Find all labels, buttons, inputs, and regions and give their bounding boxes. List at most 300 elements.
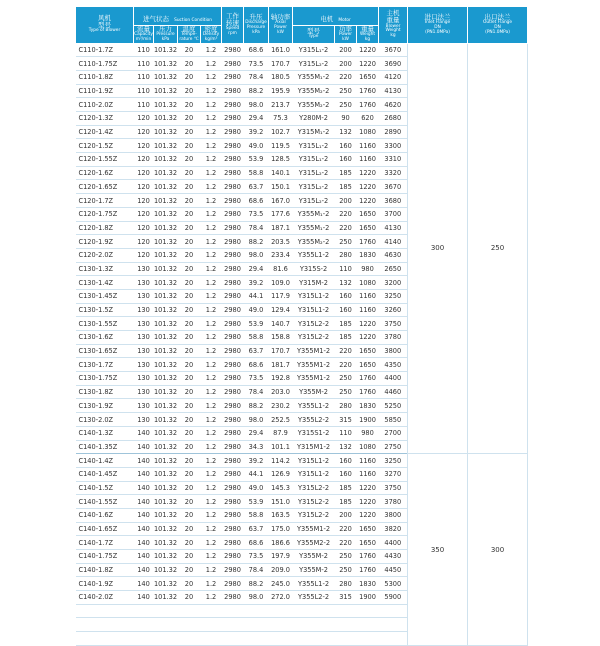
cell-blower-weight: 3300: [379, 139, 408, 153]
cell-axial-power: 119.5: [269, 139, 293, 153]
table-body: [76, 43, 528, 645]
cell-capacity: 130: [134, 399, 154, 413]
cell-discharge-pressure: 98.0: [244, 98, 269, 112]
cell-motor-weight: 1080: [357, 276, 379, 290]
cell-blower-type: C130-1.3Z: [76, 262, 134, 276]
blower-spec-table: [75, 6, 528, 646]
cell-capacity: 110: [134, 43, 154, 57]
cell-motor-weight: 1220: [357, 481, 379, 495]
cell-discharge-pressure: [244, 618, 269, 632]
cell-temperature: 20: [178, 577, 201, 591]
cell-blower-type: C130-2.0Z: [76, 413, 134, 427]
cell-temperature: 20: [178, 112, 201, 126]
cell-motor-type: Y355L1-2: [293, 577, 335, 591]
cell-motor-weight: 1220: [357, 495, 379, 509]
header-mpower-cn: 功率: [339, 24, 353, 33]
cell-pressure: 101.32: [154, 550, 178, 564]
cell-blower-type: C140-1.55Z: [76, 495, 134, 509]
cell-discharge-pressure: 88.2: [244, 84, 269, 98]
cell-capacity: [134, 618, 154, 632]
cell-discharge-pressure: 73.5: [244, 207, 269, 221]
cell-capacity: 110: [134, 70, 154, 84]
cell-capacity: [134, 632, 154, 646]
cell-speed: 2980: [222, 413, 244, 427]
cell-capacity: 130: [134, 358, 154, 372]
cell-pressure: 101.32: [154, 166, 178, 180]
header-density-cn: 密度: [204, 24, 218, 33]
cell-axial-power: 272.0: [269, 591, 293, 605]
cell-pressure: 101.32: [154, 426, 178, 440]
cell-blower-type: C120-1.7Z: [76, 194, 134, 208]
cell-pressure: 101.32: [154, 139, 178, 153]
cell-motor-power: 250: [335, 550, 357, 564]
header-main-unit: kg: [390, 33, 396, 39]
header-motor-weight: [357, 25, 379, 43]
spec-table-wrapper: [75, 6, 527, 646]
cell-motor-type: Y315L1-2: [293, 289, 335, 303]
cell-discharge-pressure: 29.4: [244, 426, 269, 440]
cell-axial-power: 177.6: [269, 207, 293, 221]
cell-discharge-pressure: 78.4: [244, 70, 269, 84]
cell-motor-power: [335, 618, 357, 632]
cell-blower-weight: 4620: [379, 98, 408, 112]
cell-motor-weight: 1220: [357, 331, 379, 345]
cell-outlet-flange: 250: [468, 43, 528, 454]
cell-temperature: 20: [178, 84, 201, 98]
cell-capacity: 140: [134, 440, 154, 454]
table-row: [76, 454, 528, 468]
cell-density: 1.2: [201, 43, 222, 57]
cell-motor-weight: 1220: [357, 317, 379, 331]
cell-discharge-pressure: 29.4: [244, 112, 269, 126]
cell-capacity: 130: [134, 317, 154, 331]
cell-axial-power: [269, 618, 293, 632]
cell-capacity: 120: [134, 235, 154, 249]
cell-blower-type: C120-1.4Z: [76, 125, 134, 139]
cell-pressure: 101.32: [154, 57, 178, 71]
cell-density: 1.2: [201, 577, 222, 591]
cell-pressure: 101.32: [154, 70, 178, 84]
header-inlet-en: Inlet Flange: [424, 19, 451, 25]
cell-motor-type: Y355M₁-2: [293, 70, 335, 84]
cell-capacity: 140: [134, 591, 154, 605]
cell-motor-power: 220: [335, 70, 357, 84]
header-capacity-en: Capacity: [134, 31, 153, 37]
cell-discharge-pressure: 29.4: [244, 262, 269, 276]
cell-blower-type: C130-1.7Z: [76, 358, 134, 372]
cell-temperature: 20: [178, 467, 201, 481]
cell-motor-weight: 1650: [357, 207, 379, 221]
cell-blower-type: C120-1.75Z: [76, 207, 134, 221]
cell-temperature: 20: [178, 235, 201, 249]
cell-motor-type: Y280M-2: [293, 112, 335, 126]
cell-axial-power: 81.6: [269, 262, 293, 276]
cell-blower-type: C130-1.5Z: [76, 303, 134, 317]
header-outlet-flange: [468, 7, 528, 44]
cell-axial-power: 101.1: [269, 440, 293, 454]
cell-axial-power: [269, 632, 293, 646]
cell-capacity: 140: [134, 563, 154, 577]
cell-motor-type: Y355M₂-2: [293, 235, 335, 249]
cell-temperature: 20: [178, 399, 201, 413]
cell-motor-power: 160: [335, 467, 357, 481]
cell-density: 1.2: [201, 276, 222, 290]
cell-pressure: 101.32: [154, 358, 178, 372]
cell-axial-power: 195.9: [269, 84, 293, 98]
cell-discharge-pressure: 63.7: [244, 522, 269, 536]
cell-blower-weight: 3780: [379, 495, 408, 509]
cell-temperature: 20: [178, 248, 201, 262]
cell-motor-type: [293, 604, 335, 618]
cell-blower-type: C130-1.45Z: [76, 289, 134, 303]
cell-axial-power: 161.0: [269, 43, 293, 57]
cell-motor-type: Y315M1-2: [293, 440, 335, 454]
cell-density: 1.2: [201, 426, 222, 440]
cell-pressure: 101.32: [154, 98, 178, 112]
cell-motor-power: 110: [335, 262, 357, 276]
cell-speed: 2980: [222, 399, 244, 413]
cell-pressure: 101.32: [154, 235, 178, 249]
cell-capacity: 120: [134, 125, 154, 139]
cell-motor-type: Y315L₂-2: [293, 166, 335, 180]
header-main-cn2: 重量: [386, 16, 400, 25]
cell-speed: 2980: [222, 153, 244, 167]
cell-motor-power: 185: [335, 180, 357, 194]
cell-axial-power: 87.9: [269, 426, 293, 440]
cell-motor-weight: [357, 604, 379, 618]
header-inlet-en3: (PN1.0MPa): [425, 29, 450, 35]
cell-density: 1.2: [201, 591, 222, 605]
cell-discharge-pressure: 34.3: [244, 440, 269, 454]
cell-speed: 2980: [222, 180, 244, 194]
cell-motor-weight: 1650: [357, 221, 379, 235]
cell-temperature: 20: [178, 454, 201, 468]
cell-speed: 2980: [222, 70, 244, 84]
cell-motor-power: 250: [335, 98, 357, 112]
cell-density: 1.2: [201, 536, 222, 550]
cell-motor-power: 220: [335, 221, 357, 235]
cell-density: 1.2: [201, 550, 222, 564]
cell-discharge-pressure: 63.7: [244, 344, 269, 358]
header-temp: [178, 25, 201, 43]
cell-discharge-pressure: 73.5: [244, 550, 269, 564]
cell-motor-type: Y355M₁-2: [293, 207, 335, 221]
cell-temperature: 20: [178, 344, 201, 358]
cell-speed: 2980: [222, 289, 244, 303]
cell-motor-weight: 1650: [357, 358, 379, 372]
cell-pressure: 101.32: [154, 536, 178, 550]
cell-axial-power: 170.7: [269, 57, 293, 71]
cell-blower-type: C140-1.65Z: [76, 522, 134, 536]
cell-density: 1.2: [201, 467, 222, 481]
cell-motor-weight: 1160: [357, 289, 379, 303]
cell-discharge-pressure: 73.5: [244, 57, 269, 71]
cell-density: 1.2: [201, 440, 222, 454]
cell-blower-weight: 3800: [379, 344, 408, 358]
cell-motor-power: 280: [335, 399, 357, 413]
cell-motor-power: 160: [335, 289, 357, 303]
cell-temperature: 20: [178, 372, 201, 386]
cell-motor-weight: 1760: [357, 84, 379, 98]
cell-axial-power: 245.0: [269, 577, 293, 591]
cell-blower-weight: 3670: [379, 180, 408, 194]
cell-density: 1.2: [201, 495, 222, 509]
cell-speed: 2980: [222, 495, 244, 509]
header-speed-cn: 工作: [226, 11, 240, 20]
cell-motor-power: 185: [335, 481, 357, 495]
cell-axial-power: 186.6: [269, 536, 293, 550]
cell-motor-type: Y315L1-2: [293, 303, 335, 317]
cell-motor-weight: 1160: [357, 303, 379, 317]
cell-axial-power: 109.0: [269, 276, 293, 290]
cell-motor-weight: 980: [357, 262, 379, 276]
cell-blower-weight: [379, 604, 408, 618]
cell-temperature: 20: [178, 194, 201, 208]
cell-motor-type: Y355M-2: [293, 385, 335, 399]
cell-discharge-pressure: 39.2: [244, 276, 269, 290]
cell-capacity: 140: [134, 495, 154, 509]
cell-blower-weight: 3260: [379, 303, 408, 317]
cell-discharge-pressure: 58.8: [244, 166, 269, 180]
cell-motor-weight: 1160: [357, 467, 379, 481]
table-row: [76, 43, 528, 57]
cell-capacity: 140: [134, 426, 154, 440]
cell-motor-type: Y355M-2: [293, 563, 335, 577]
cell-capacity: 110: [134, 57, 154, 71]
cell-motor-power: 220: [335, 207, 357, 221]
cell-motor-power: 220: [335, 522, 357, 536]
cell-blower-weight: 3780: [379, 331, 408, 345]
cell-motor-power: 200: [335, 43, 357, 57]
cell-motor-power: 185: [335, 495, 357, 509]
cell-temperature: 20: [178, 207, 201, 221]
cell-blower-type: C140-1.5Z: [76, 481, 134, 495]
cell-motor-weight: 980: [357, 426, 379, 440]
cell-motor-weight: 1220: [357, 508, 379, 522]
cell-blower-weight: [379, 632, 408, 646]
header-inlet-flange: [408, 7, 468, 44]
header-axial: [269, 7, 293, 44]
cell-motor-weight: 1830: [357, 399, 379, 413]
cell-motor-power: 160: [335, 139, 357, 153]
cell-motor-weight: 1650: [357, 70, 379, 84]
cell-blower-weight: 3270: [379, 467, 408, 481]
cell-capacity: 140: [134, 467, 154, 481]
cell-temperature: 20: [178, 508, 201, 522]
cell-motor-power: 185: [335, 331, 357, 345]
cell-motor-weight: 1760: [357, 98, 379, 112]
cell-temperature: 20: [178, 317, 201, 331]
header-mweight-unit: kg: [364, 36, 371, 42]
cell-pressure: 101.32: [154, 84, 178, 98]
cell-discharge-pressure: 49.0: [244, 139, 269, 153]
cell-motor-weight: 620: [357, 112, 379, 126]
cell-motor-weight: 1900: [357, 413, 379, 427]
cell-blower-weight: 3700: [379, 207, 408, 221]
header-density-unit: kg/m³: [204, 36, 218, 42]
header-pressure-cn: 压力: [159, 24, 172, 33]
cell-motor-power: 110: [335, 426, 357, 440]
cell-motor-power: 185: [335, 317, 357, 331]
cell-pressure: [154, 604, 178, 618]
cell-blower-type: C110-1.7Z: [76, 43, 134, 57]
cell-inlet-flange: 300: [408, 43, 468, 454]
cell-density: 1.2: [201, 289, 222, 303]
cell-speed: 2980: [222, 84, 244, 98]
cell-blower-type: C130-1.4Z: [76, 276, 134, 290]
cell-discharge-pressure: 49.0: [244, 303, 269, 317]
cell-speed: 2980: [222, 481, 244, 495]
cell-motor-type: Y315L2-2: [293, 495, 335, 509]
cell-pressure: 101.32: [154, 303, 178, 317]
header-discharge-cn: 升压: [249, 12, 263, 21]
header-speed-en: Speed: [225, 26, 240, 31]
cell-speed: 2980: [222, 248, 244, 262]
cell-density: 1.2: [201, 331, 222, 345]
cell-pressure: 101.32: [154, 413, 178, 427]
cell-motor-weight: 1830: [357, 577, 379, 591]
cell-axial-power: 140.7: [269, 317, 293, 331]
cell-capacity: 110: [134, 98, 154, 112]
cell-motor-type: Y355L1-2: [293, 248, 335, 262]
cell-blower-weight: 3200: [379, 276, 408, 290]
header-axial-unit: kW: [277, 29, 284, 35]
cell-density: [201, 632, 222, 646]
cell-pressure: 101.32: [154, 454, 178, 468]
cell-axial-power: 192.8: [269, 372, 293, 386]
cell-blower-type: C110-1.75Z: [76, 57, 134, 71]
header-motor-power: [335, 25, 357, 43]
cell-blower-weight: 3820: [379, 522, 408, 536]
cell-motor-power: 185: [335, 166, 357, 180]
header-type: [76, 7, 134, 44]
cell-temperature: 20: [178, 426, 201, 440]
table-header: [76, 7, 528, 44]
cell-motor-type: Y315L1-2: [293, 467, 335, 481]
cell-temperature: 20: [178, 495, 201, 509]
header-axial-cn: 轴功率: [270, 12, 291, 21]
header-temp-cn: 温度: [182, 24, 196, 33]
cell-pressure: 101.32: [154, 467, 178, 481]
cell-motor-weight: 1760: [357, 563, 379, 577]
cell-axial-power: 197.9: [269, 550, 293, 564]
cell-discharge-pressure: 63.7: [244, 180, 269, 194]
cell-temperature: [178, 604, 201, 618]
cell-motor-type: Y355M₂-2: [293, 84, 335, 98]
cell-discharge-pressure: 53.9: [244, 317, 269, 331]
cell-density: 1.2: [201, 508, 222, 522]
cell-capacity: 140: [134, 550, 154, 564]
cell-motor-power: 220: [335, 344, 357, 358]
cell-temperature: 20: [178, 289, 201, 303]
cell-discharge-pressure: 68.6: [244, 43, 269, 57]
cell-motor-weight: 1160: [357, 153, 379, 167]
cell-temperature: 20: [178, 221, 201, 235]
cell-motor-weight: 1160: [357, 139, 379, 153]
cell-blower-weight: 3690: [379, 57, 408, 71]
cell-speed: 2980: [222, 194, 244, 208]
cell-axial-power: 209.0: [269, 563, 293, 577]
cell-density: 1.2: [201, 194, 222, 208]
cell-motor-type: [293, 618, 335, 632]
cell-motor-power: 250: [335, 563, 357, 577]
cell-blower-type: C110-1.8Z: [76, 70, 134, 84]
cell-discharge-pressure: 73.5: [244, 372, 269, 386]
cell-blower-weight: 4130: [379, 84, 408, 98]
cell-motor-weight: 1220: [357, 194, 379, 208]
cell-motor-weight: 1160: [357, 454, 379, 468]
cell-density: 1.2: [201, 372, 222, 386]
cell-capacity: 140: [134, 508, 154, 522]
cell-blower-weight: 4400: [379, 536, 408, 550]
cell-pressure: 101.32: [154, 522, 178, 536]
cell-pressure: 101.32: [154, 194, 178, 208]
cell-motor-type: Y315L₁-2: [293, 43, 335, 57]
cell-blower-type: C140-1.7Z: [76, 536, 134, 550]
cell-axial-power: 151.0: [269, 495, 293, 509]
cell-speed: 2980: [222, 426, 244, 440]
header-temp-en2: rature ℃: [179, 36, 199, 42]
cell-blower-weight: 5300: [379, 577, 408, 591]
cell-axial-power: 175.0: [269, 522, 293, 536]
cell-density: 1.2: [201, 522, 222, 536]
cell-speed: 2980: [222, 262, 244, 276]
cell-speed: 2980: [222, 536, 244, 550]
cell-blower-type: C140-1.75Z: [76, 550, 134, 564]
cell-speed: 2980: [222, 43, 244, 57]
cell-speed: [222, 632, 244, 646]
cell-pressure: 101.32: [154, 207, 178, 221]
header-suction-en: Suction Condition: [174, 18, 213, 23]
header-mpower-en: Power: [339, 31, 353, 37]
cell-motor-power: 315: [335, 413, 357, 427]
cell-motor-type: Y315L2-2: [293, 508, 335, 522]
cell-motor-type: Y355L2-2: [293, 591, 335, 605]
cell-axial-power: 114.2: [269, 454, 293, 468]
cell-discharge-pressure: 78.4: [244, 563, 269, 577]
cell-discharge-pressure: 53.9: [244, 495, 269, 509]
cell-motor-power: 280: [335, 248, 357, 262]
cell-capacity: 120: [134, 112, 154, 126]
cell-axial-power: 213.7: [269, 98, 293, 112]
cell-speed: 2980: [222, 550, 244, 564]
cell-motor-power: 160: [335, 303, 357, 317]
cell-pressure: 101.32: [154, 495, 178, 509]
cell-speed: 2980: [222, 317, 244, 331]
cell-discharge-pressure: 98.0: [244, 591, 269, 605]
cell-axial-power: 117.9: [269, 289, 293, 303]
cell-motor-type: Y315M-2: [293, 276, 335, 290]
cell-motor-type: Y355M1-2: [293, 522, 335, 536]
cell-motor-weight: [357, 632, 379, 646]
cell-motor-weight: 1760: [357, 385, 379, 399]
cell-discharge-pressure: 68.6: [244, 358, 269, 372]
cell-speed: 2980: [222, 166, 244, 180]
cell-motor-power: 90: [335, 112, 357, 126]
cell-blower-type: [76, 618, 134, 632]
cell-motor-type: [293, 632, 335, 646]
cell-speed: 2980: [222, 577, 244, 591]
cell-motor-power: 250: [335, 235, 357, 249]
cell-capacity: 130: [134, 303, 154, 317]
cell-motor-weight: 1220: [357, 43, 379, 57]
cell-motor-power: 250: [335, 84, 357, 98]
cell-speed: 2980: [222, 98, 244, 112]
header-motor-type: [293, 25, 335, 43]
cell-capacity: 110: [134, 84, 154, 98]
cell-axial-power: 129.4: [269, 303, 293, 317]
cell-motor-type: Y315S-2: [293, 262, 335, 276]
